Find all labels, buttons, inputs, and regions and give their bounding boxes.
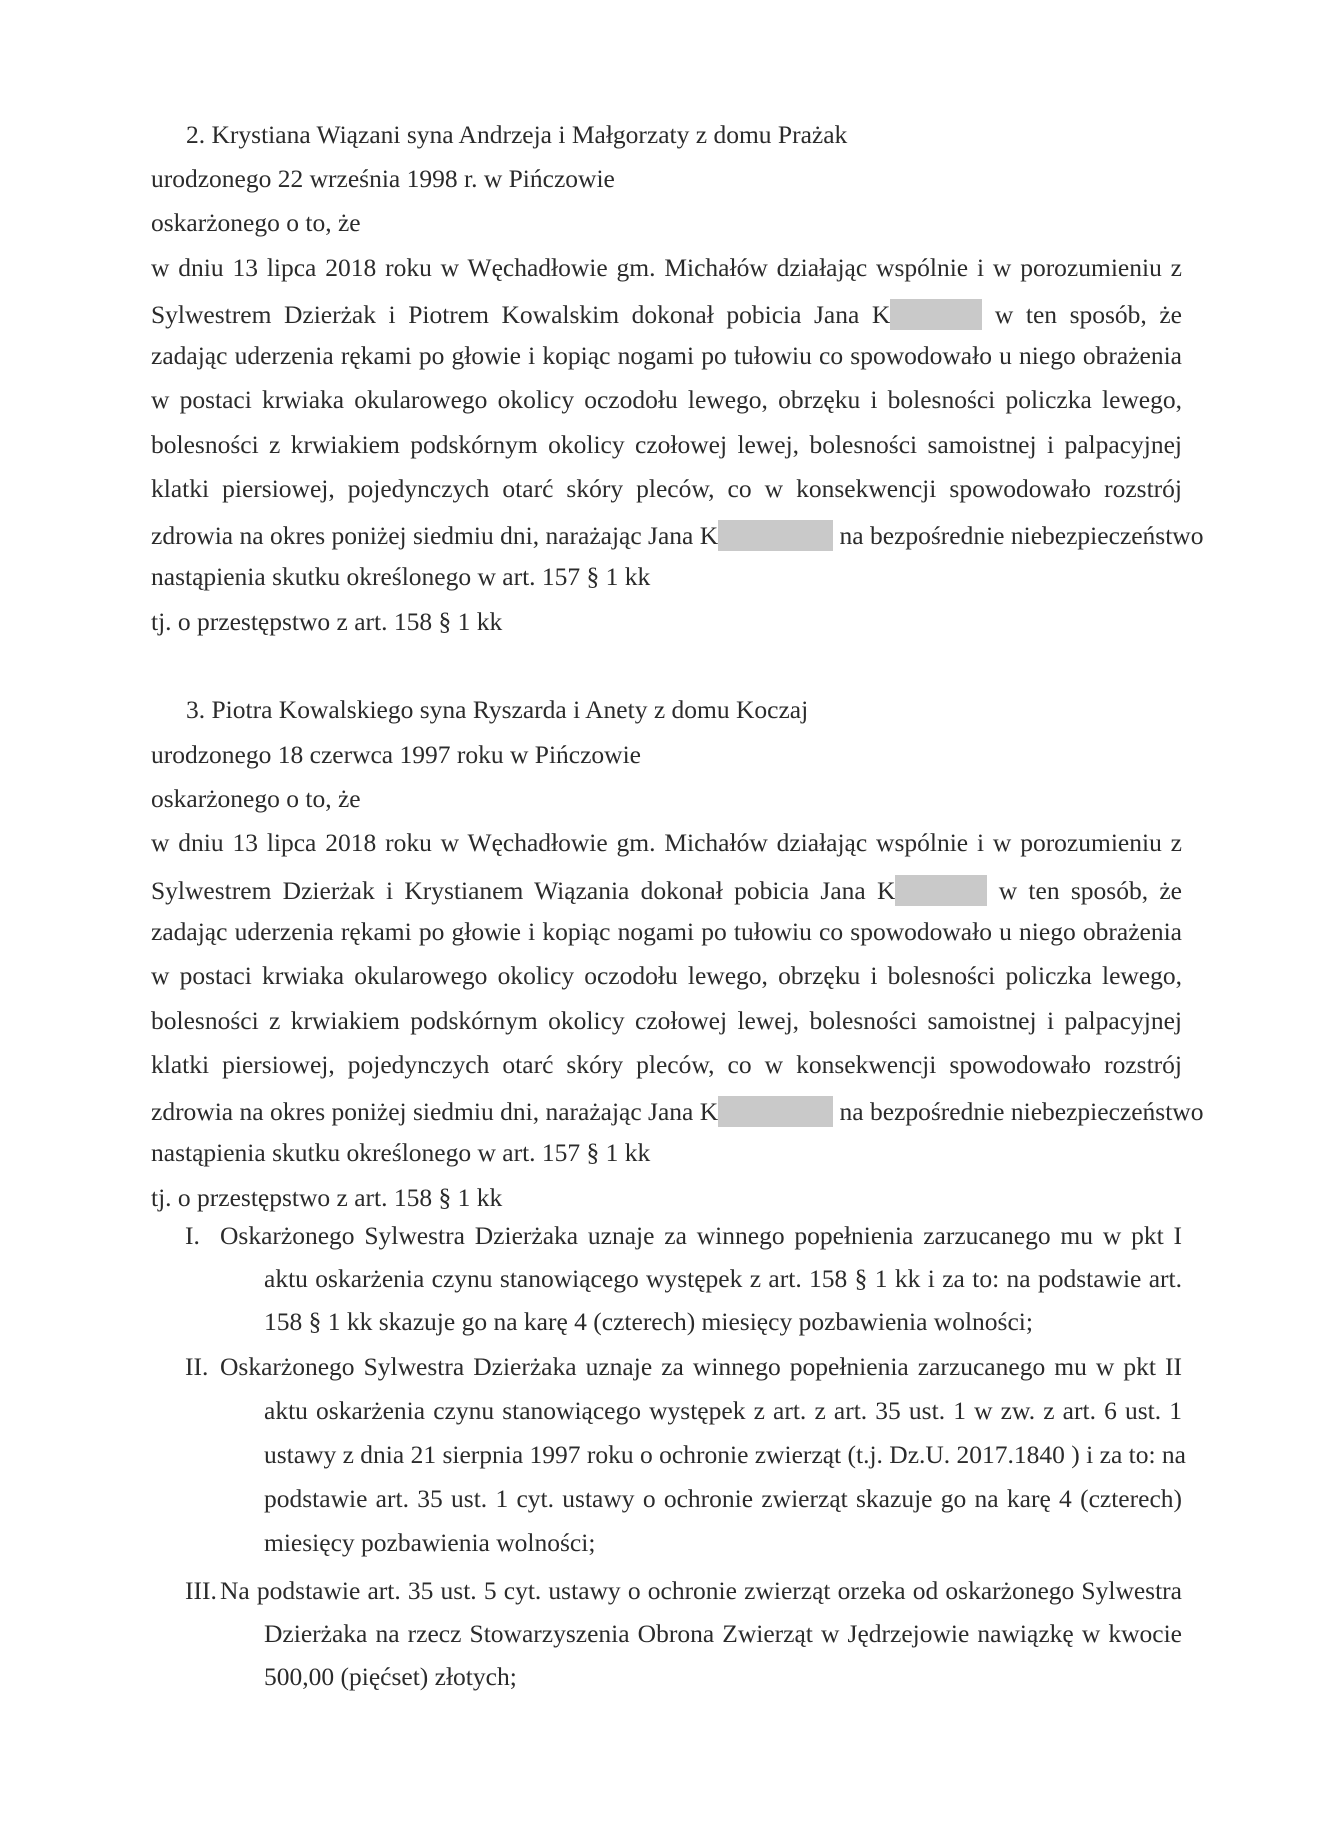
verdict-III-line: 500,00 (pięćset) złotych;: [264, 1662, 517, 1691]
section-2-danger-text: na bezpośrednie niebezpieczeństwo: [839, 521, 1204, 550]
section-3-header: 3. Piotra Kowalskiego syna Ryszarda i Anety z domu Koczaj: [186, 695, 809, 724]
verdict-III-line: Na podstawie art. 35 ust. 5 cyt. ustawy o ochronie zwierząt orzeka od oskarżonego Sylwestra: [220, 1576, 1182, 1605]
section-2-manner-text: w ten sposób, że: [994, 300, 1183, 329]
section-3-danger-text: na bezpośrednie niebezpieczeństwo: [839, 1097, 1204, 1126]
section-2-charge-line: [151, 299, 1182, 329]
section-3-charge-line: bolesności z krwiakiem podskórnym okolicy czołowej lewej, bolesności samoistnej i palpacyjnej: [151, 1006, 1182, 1035]
section-2-born: urodzonego 22 września 1998 r. w Pińczowie: [151, 164, 615, 193]
section-2-charge-line: bolesności z krwiakiem podskórnym okolicy czołowej lewej, bolesności samoistnej i palpacyjnej: [151, 430, 1182, 459]
section-3-charge-line: w dniu 13 lipca 2018 roku w Węchadłowie gm. Michałów działając wspólnie i w porozumieniu z: [151, 828, 1182, 857]
section-2-health-text: zdrowia na okres poniżej siedmiu dni, narażając Jana K: [151, 521, 719, 550]
section-2-charge-line: klatki piersiowej, pojedynczych otarć skóry pleców, co w konsekwencji spowodowało rozstrój: [151, 474, 1182, 503]
verdict-II-line: aktu oskarżenia czynu stanowiącego występek z art. z art. 35 ust. 1 w zw. z art. 6 ust. 1: [264, 1396, 1182, 1425]
section-3-charge-line: [151, 1096, 1204, 1126]
verdict-I-line: aktu oskarżenia czynu stanowiącego występek z art. 158 § 1 kk i za to: na podstawie art.: [264, 1264, 1182, 1293]
section-3-health-text: zdrowia na okres poniżej siedmiu dni, narażając Jana K: [151, 1097, 719, 1126]
verdict-III-number: III.: [185, 1576, 217, 1605]
verdict-II-number: II.: [185, 1352, 209, 1381]
verdict-I-line: Oskarżonego Sylwestra Dzierżaka uznaje za winnego popełnienia zarzucanego mu w pkt I: [220, 1221, 1182, 1250]
section-3-charge-line: nastąpienia skutku określonego w art. 157 § 1 kk: [151, 1138, 651, 1167]
verdict-II-line: podstawie art. 35 ust. 1 cyt. ustawy o ochronie zwierząt skazuje go na karę 4 (czterech): [264, 1484, 1182, 1513]
section-2-header: 2. Krystiana Wiązani syna Andrzeja i Małgorzaty z domu Prażak: [186, 120, 848, 149]
redaction-box: [890, 299, 982, 330]
section-3-charge-line: klatki piersiowej, pojedynczych otarć skóry pleców, co w konsekwencji spowodowało rozstrój: [151, 1050, 1182, 1079]
section-3-victim-text: Sylwestrem Dzierżak i Krystianem Wiązania dokonał pobicia Jana K: [151, 876, 896, 905]
verdict-I-line: 158 § 1 kk skazuje go na karę 4 (czterech) miesięcy pozbawienia wolności;: [264, 1307, 1033, 1336]
section-2-charge-line: nastąpienia skutku określonego w art. 157 § 1 kk: [151, 562, 651, 591]
verdict-II-line: miesięcy pozbawienia wolności;: [264, 1528, 596, 1557]
verdict-I-number: I.: [185, 1221, 200, 1250]
section-2-charge-line: [151, 520, 1204, 550]
redaction-box: [718, 1096, 833, 1127]
section-3-manner-text: w ten sposób, że: [998, 876, 1182, 905]
section-2-charge-line: w postaci krwiaka okularowego okolicy oczodołu lewego, obrzęku i bolesności policzka lewego,: [151, 385, 1182, 414]
section-2-offence: tj. o przestępstwo z art. 158 § 1 kk: [151, 607, 503, 636]
section-3-charge-line: zadając uderzenia rękami po głowie i kopiąc nogami po tułowiu co spowodowało u niego obrażenia: [151, 917, 1182, 946]
verdict-II-line: Oskarżonego Sylwestra Dzierżaka uznaje za winnego popełnienia zarzucanego mu w pkt II: [220, 1352, 1182, 1381]
section-3-born: urodzonego 18 czerwca 1997 roku w Pińczowie: [151, 740, 642, 769]
section-2-charge-line: zadając uderzenia rękami po głowie i kopiąc nogami po tułowiu co spowodowało u niego obrażenia: [151, 341, 1182, 370]
redaction-box: [895, 875, 987, 906]
section-2-victim-text: Sylwestrem Dzierżak i Piotrem Kowalskim dokonał pobicia Jana K: [151, 300, 891, 329]
section-2-accused: oskarżonego o to, że: [151, 208, 361, 237]
verdict-III-line: Dzierżaka na rzecz Stowarzyszenia Obrona Zwierząt w Jędrzejowie nawiązkę w kwocie: [264, 1619, 1182, 1648]
verdict-II-line: ustawy z dnia 21 sierpnia 1997 roku o ochronie zwierząt (t.j. Dz.U. 2017.1840 ) i za to: na: [264, 1440, 1186, 1469]
section-2-charge-line: w dniu 13 lipca 2018 roku w Węchadłowie gm. Michałów działając wspólnie i w porozumieniu z: [151, 253, 1182, 282]
redaction-box: [718, 520, 833, 551]
section-3-charge-line: w postaci krwiaka okularowego okolicy oczodołu lewego, obrzęku i bolesności policzka lewego,: [151, 961, 1182, 990]
section-3-accused: oskarżonego o to, że: [151, 784, 361, 813]
section-3-charge-line: [151, 875, 1182, 905]
section-3-offence: tj. o przestępstwo z art. 158 § 1 kk: [151, 1183, 503, 1212]
